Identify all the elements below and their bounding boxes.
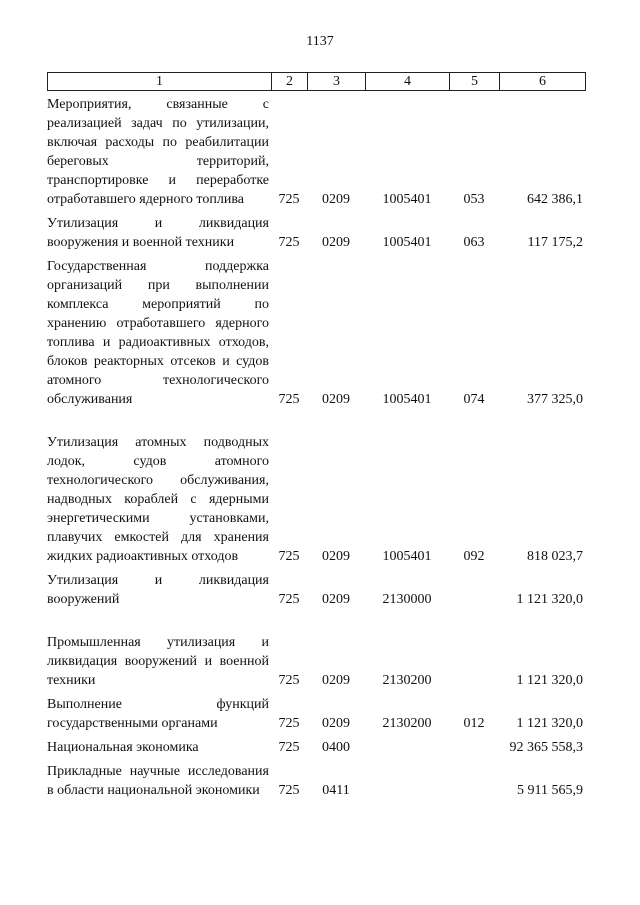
- table-row: [47, 95, 586, 209]
- table-header: [47, 72, 586, 91]
- table-row: [47, 738, 586, 757]
- table-row: [47, 214, 586, 252]
- row-target-code: 1005401: [382, 392, 432, 407]
- row-target-code: 1005401: [382, 549, 432, 564]
- row-admin-code: 725: [278, 716, 300, 731]
- header-col-3: 3: [308, 73, 366, 90]
- row-description: Утилизация и ликвидация вооружения и военной техники: [47, 216, 269, 250]
- row-expense-code: 053: [463, 192, 485, 207]
- header-col-5: 5: [450, 73, 500, 90]
- row-description: Мероприятия, связанные с реализацией задач по утилизации, включая расходы по реабилитации береговых территорий, транспортировке и переработке отработавшего ядерного топлива: [47, 97, 269, 207]
- row-amount: 1 121 320,0: [516, 592, 583, 607]
- row-section-code: 0209: [322, 192, 350, 207]
- row-expense-code: 092: [463, 549, 485, 564]
- row-expense-code: 012: [463, 716, 485, 731]
- page-number: 1137: [306, 34, 334, 49]
- row-admin-code: 725: [278, 549, 300, 564]
- row-section-code: 0209: [322, 673, 350, 688]
- row-description: Прикладные научные исследования в области национальной экономики: [47, 764, 269, 798]
- row-section-code: 0209: [322, 392, 350, 407]
- row-admin-code: 725: [278, 673, 300, 688]
- row-section-code: 0209: [322, 592, 350, 607]
- row-description: Национальная экономика: [47, 740, 199, 755]
- row-admin-code: 725: [278, 592, 300, 607]
- row-amount: 1 121 320,0: [516, 673, 583, 688]
- row-admin-code: 725: [278, 740, 300, 755]
- table-row: [47, 633, 586, 690]
- row-amount: 5 911 565,9: [517, 783, 583, 798]
- row-amount: 818 023,7: [527, 549, 583, 564]
- row-target-code: 1005401: [382, 235, 432, 250]
- table-row: [47, 433, 586, 566]
- row-expense-code: 063: [463, 235, 485, 250]
- header-col-1: 1: [48, 73, 272, 90]
- table-row: [47, 695, 586, 733]
- row-amount: 92 365 558,3: [509, 740, 583, 755]
- row-target-code: 2130000: [382, 592, 432, 607]
- row-description: Выполнение функций государственными органами: [47, 697, 269, 731]
- row-description: Государственная поддержка организаций при выполнении комплекса мероприятий по хранению отработавшего ядерного топлива и радиоактивных отходов, блоков реакторных отсеков и судов атомного технологического обслуживания: [47, 259, 269, 407]
- row-target-code: 2130200: [382, 673, 432, 688]
- table-row: [47, 571, 586, 609]
- row-amount: 1 121 320,0: [516, 716, 583, 731]
- row-expense-code: 074: [463, 392, 485, 407]
- row-description: Утилизация атомных подводных лодок, судов атомного технологического обслуживания, надводных кораблей с ядерными энергетическими установками, плавучих емкостей для хранения жидких радиоактивных отходов: [47, 435, 269, 564]
- row-amount: 377 325,0: [527, 392, 583, 407]
- row-admin-code: 725: [278, 392, 300, 407]
- row-target-code: 2130200: [382, 716, 432, 731]
- table-row: [47, 257, 586, 409]
- header-col-2: 2: [272, 73, 308, 90]
- header-col-6: 6: [539, 74, 546, 89]
- row-section-code: 0209: [322, 549, 350, 564]
- row-section-code: 0209: [322, 716, 350, 731]
- header-col-4: 4: [366, 73, 450, 90]
- table-body: [47, 95, 586, 800]
- row-target-code: 1005401: [382, 192, 432, 207]
- row-section-code: 0209: [322, 235, 350, 250]
- row-description: Промышленная утилизация и ликвидация вооружений и военной техники: [47, 635, 269, 688]
- row-admin-code: 725: [278, 192, 300, 207]
- row-section-code: 0411: [322, 783, 350, 798]
- table-row: [47, 762, 586, 800]
- row-admin-code: 725: [278, 235, 300, 250]
- row-amount: 642 386,1: [527, 192, 583, 207]
- row-admin-code: 725: [278, 783, 300, 798]
- row-description: Утилизация и ликвидация вооружений: [47, 573, 269, 607]
- row-amount: 117 175,2: [527, 235, 583, 250]
- row-section-code: 0400: [322, 740, 350, 755]
